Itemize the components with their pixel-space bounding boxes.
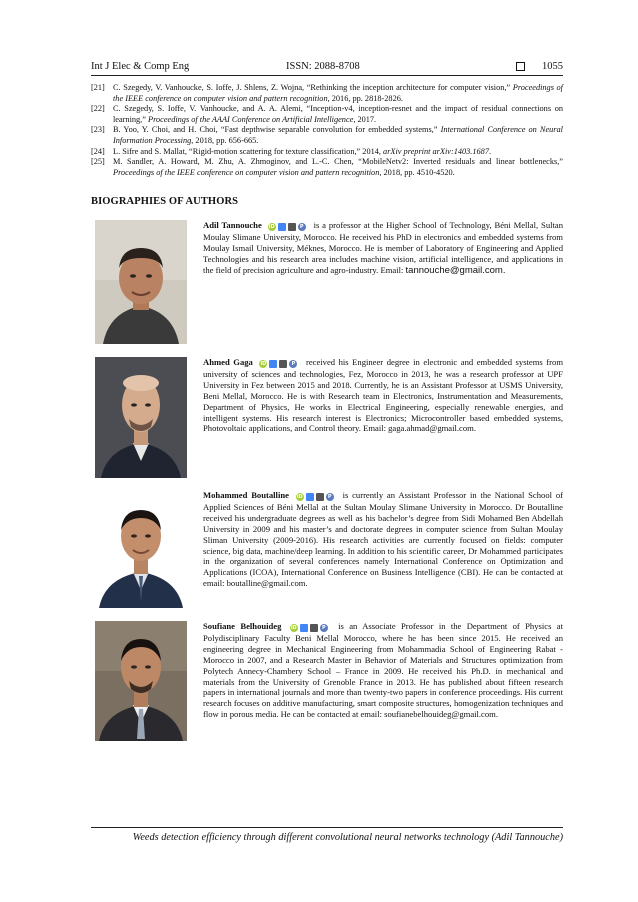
reference-item [91, 104, 563, 125]
profile-icons [259, 358, 299, 369]
google-scholar-icon[interactable] [269, 360, 277, 368]
author-name: Ahmed Gaga [203, 357, 253, 367]
publons-icon[interactable]: P [320, 624, 328, 632]
author-bio-body: is an Associate Professor in the Department of Physics at Polydisciplinary Faculty Beni Mellal Morocco, where he has been since 2015. He received an engineering degree in Mechanical Engineering from Mohammadia School of Engineering Rabat - Morocco in 2007, and a Research Master in Behavior of Materials and Structures optimization from Polytech Annecy-Chambery School – France in 2009. He received his Ph.D. in mechanical and materials from the University of Grenoble France in 2013. He has published about fifteen research papers in international journals and more than twenty-two papers in conference proceedings. His current research focuses on additive manufacturing, smart composite structures, homogenization techniques and flow in porous media. He can be contacted at email: soufianebelhouideg@gmail.com. [203, 621, 563, 720]
author-bio-body: is a professor at the Higher School of Technology, Béni Mellal, Sultan Moulay Slimane University, Morocco. He received his PhD in electronics and embedded systems from Moulay Ismail University, Méknes, Morocco. He is member of Laboratory of Engineering and Applied Technologies and his research area includes machine vision, artificial intelligence, and applications in the field of precision agriculture and agro-industry. Email: [203, 220, 564, 275]
reference-text: C. Szegedy, V. Vanhoucke, S. Ioffe, J. Shlens, Z. Wojna, “Rethinking the inception architecture for computer vision,” [113, 83, 513, 92]
author-name: Adil Tannouche [203, 220, 262, 230]
google-scholar-icon[interactable] [306, 493, 314, 501]
reference-text: C. Szegedy, S. Ioffe, V. Vanhoucke, and A. A. Alemi, “Inception-v4, inception-resnet and the impact of residual connections on learning,” [113, 104, 563, 124]
footer-text: Weeds detection efficiency through different convolutional neural networks technology (Adil Tannouche) [132, 832, 563, 843]
google-scholar-icon[interactable] [278, 223, 286, 231]
page-footer [91, 827, 563, 843]
author-name: Soufiane Belhouideg [203, 621, 282, 631]
checkbox-square-icon [516, 62, 525, 71]
profile-icons [268, 221, 308, 232]
scopus-icon[interactable] [310, 624, 318, 632]
scopus-icon[interactable] [288, 223, 296, 231]
orcid-icon[interactable]: iD [260, 361, 267, 368]
author-bio-body: received his Engineer degree in electronic and embedded systems from university of sciences and technologies, Fez, Morocco in 2013, he was a research professor at UPF University in Fez between 2015 and 2018. Currently, he is an Assistant Professor at USMS University, Beni Mellal, Morocco. He is with Research team in Electronics, Instrumentation and Measurements, Department of Physics, He works in Electrical Engineering, especially renewable energies, and intelligent systems. His research interest is Electronics; Microcontroller based embedded systems, Photovoltaic applications, and Control theory. Email: gaga.ahmad@gmail.com. [203, 357, 564, 434]
reference-venue: Proceedings of the IEEE conference on computer vision and pattern recognition [113, 83, 563, 103]
author-bio-text [203, 220, 563, 277]
journal-name: Int J Elec & Comp Eng [91, 61, 190, 72]
reference-text: M. Sandler, A. Howard, M. Zhu, A. Zhmoginov, and L.-C. Chen, “MobileNetv2: Inverted residuals and linear bottlenecks,” [113, 157, 563, 167]
author-name: Mohammed Boutalline [203, 490, 289, 500]
reference-venue: Proceedings of the AAAI Conference on Artificial Intelligence [148, 114, 354, 124]
reference-venue: arXiv preprint arXiv:1403.1687 [383, 146, 489, 156]
page-number: 1055 [542, 61, 563, 72]
author-bio-text [203, 621, 563, 720]
reference-tail: . [488, 146, 492, 156]
orcid-icon[interactable]: iD [296, 494, 303, 501]
reference-list [91, 83, 563, 178]
section-title: BIOGRAPHIES OF AUTHORS [91, 196, 239, 207]
reference-number: [23] [91, 125, 105, 135]
publons-icon[interactable]: P [289, 360, 297, 368]
reference-text: L. Sifre and S. Mallat, “Rigid-motion scattering for texture classification,” 2014, [113, 146, 384, 156]
google-scholar-icon[interactable] [300, 624, 308, 632]
author-photo [95, 220, 187, 344]
author-bio-text [203, 490, 563, 589]
reference-tail: , 2018, pp. 656-665. [191, 135, 259, 145]
author-photo [95, 490, 187, 608]
reference-number: [24] [91, 146, 105, 156]
author-photo [95, 357, 187, 478]
reference-item [91, 83, 563, 104]
reference-venue: Proceedings of the IEEE conference on computer vision and pattern recognition [113, 167, 380, 177]
orcid-icon[interactable]: iD [290, 625, 297, 632]
author-photo [95, 621, 187, 741]
reference-tail: , 2018, pp. 4510-4520. [379, 167, 455, 177]
reference-number: [21] [91, 83, 105, 92]
scopus-icon[interactable] [279, 360, 287, 368]
profile-icons [290, 622, 330, 633]
publons-icon[interactable]: P [326, 493, 334, 501]
profile-icons [296, 491, 336, 502]
reference-text: B. Yoo, Y. Choi, and H. Choi, “Fast depthwise separable convolution for embedded systems,” [113, 125, 441, 135]
reference-number: [22] [91, 104, 105, 114]
author-bio-body: is currently an Assistant Professor in the National School of Applied Sciences of Béni Mellal at the Sultan Moulay Slimane University in Morocco. Dr Boutalline received his undergraduate degrees as well as his bachelor’s degree from Sidi Mohamed Ben Abdellah University in 2009 and his master’s and doctorate degrees in computer science from Sultan Moulay Sliman University (2009-2016). His research activities are currently focused on fields: computer science, big data, machine/deep learning. In addition to his scientific career, Dr Mohammed participates in the organization of several conferences namely International Conference on Optimization and Applications (ICOA), International Conference on Business Intelligence (CBI). He can be contacted at email: boutalline@gmail.com. [203, 490, 563, 589]
reference-venue: International Conference on Neural Information Processing [113, 125, 563, 145]
reference-number: [25] [91, 157, 105, 167]
publons-icon[interactable]: P [298, 223, 306, 231]
author-bio-text [203, 357, 563, 434]
reference-tail: , 2016, pp. 2818-2826. [327, 93, 403, 103]
orcid-icon[interactable]: iD [268, 224, 275, 231]
reference-item [91, 157, 563, 178]
reference-item [91, 125, 563, 146]
reference-tail: , 2017. [353, 114, 377, 124]
issn: ISSN: 2088-8708 [286, 61, 360, 72]
scopus-icon[interactable] [316, 493, 324, 501]
page-header [91, 60, 563, 76]
reference-item [91, 147, 563, 158]
author-email[interactable]: tannouche@gmail.com. [405, 264, 506, 276]
